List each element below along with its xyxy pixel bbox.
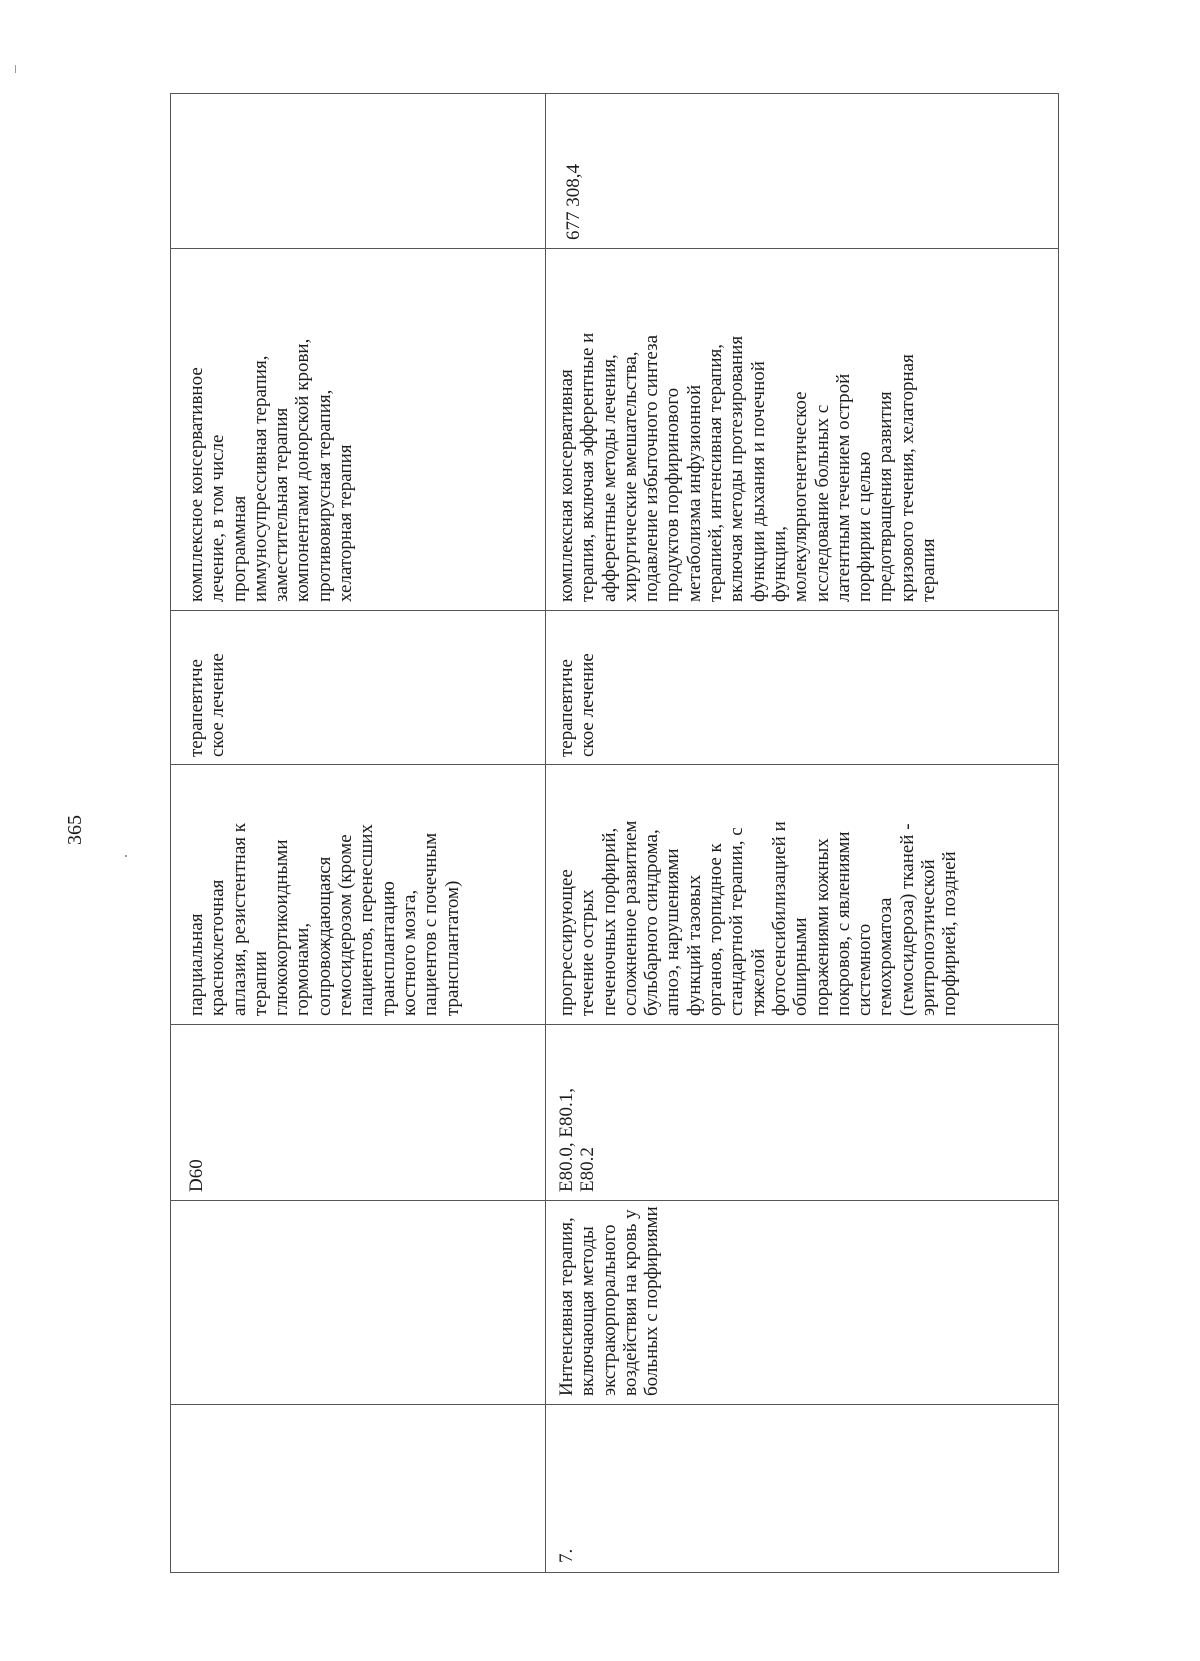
treatment-method-cell: комплексное консервативное лечение, в том числе программная иммуносупрессивная терапия, заместительная терапия компонентами донорской крови, противовирусная терапия, хелаторная терапия (186, 338, 357, 602)
page-number: 365 (64, 815, 86, 845)
treatment-method-cell: комплексная консервативная терапия, включая эфферентные и афферентные методы лечения, хирургические вмешательства, подавление избыточного синтеза продуктов порфиринового метаболизма инфузионной терапией, интенсивная терапия, включая методы протезирования функции дыхания и почечной функции, молекулярногенетическое исследование больных с латентным течением острой порфирии с целью предотвращения развития кризового течения, хелаторная терапия (556, 332, 940, 602)
table-column-divider (170, 1404, 1059, 1405)
treatment-type-cell: терапевтиче ское лечение (556, 653, 599, 757)
icd-code-cell: D60 (186, 1159, 207, 1192)
patient-model-cell: парциальная красноклеточная аплазия, резистентная к терапии глюкокортикоидными гормонами, сопровождающаяся гемосидерозом (кроме пациентов, перенесших трансплантацию костного мозга, пациентов с почечным трансплантатом) (186, 823, 463, 1016)
icd-codes-cell: E80.0, E80.1, E80.2 (556, 1088, 599, 1192)
table-column-divider (170, 764, 1059, 765)
table-border (1058, 93, 1059, 1573)
row-number-cell: 7. (556, 1548, 577, 1563)
care-type-cell: Интенсивная терапия, включающая методы экстракорпорального воздействия на кровь у больных с порфириями (556, 1206, 663, 1396)
treatment-type-cell: терапевтиче ское лечение (186, 653, 229, 757)
table-border (170, 93, 1059, 94)
patient-model-cell: прогрессирующее течение острых печеночных порфирий, осложненное развитием бульбарного синдрома, апноэ, нарушениями функций тазовых органов, торпидное к стандартной терапии, с тяжелой фотосенсибилизацией и обширными поражениями кожных покровов, с явлениями системного гемохроматоза (гемосидероза) тканей - эритропоэтической порфирией, поздней (556, 820, 961, 1016)
table-row-divider (545, 93, 546, 1573)
table-column-divider (170, 1200, 1059, 1201)
table-border (170, 1572, 1059, 1573)
cost-cell: 677 308,4 (563, 164, 584, 240)
table-border (170, 93, 171, 1573)
